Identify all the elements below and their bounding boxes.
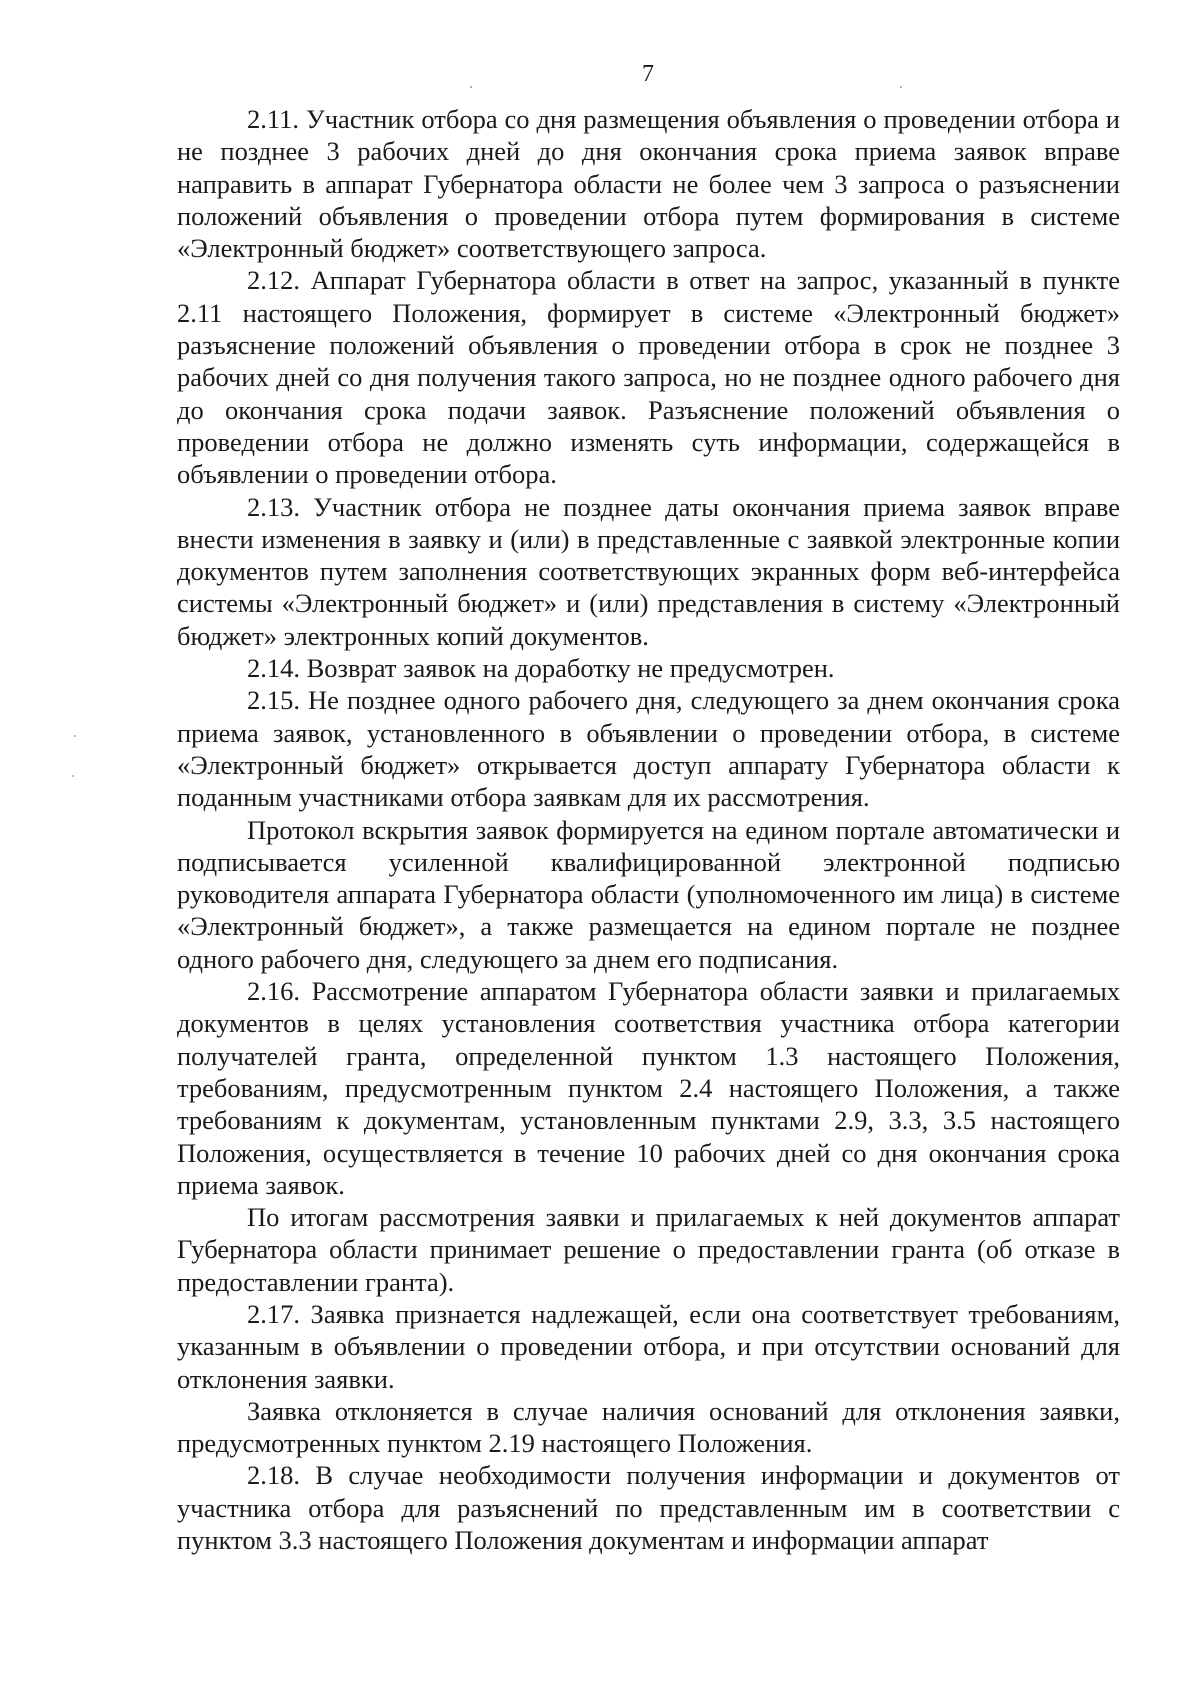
paragraph-2-12: 2.12. Аппарат Губернатора области в ответ на запрос, указанный в пункте 2.11 настоящего Положения, формирует в системе «Электронный бюджет» разъяснение положений объявления о проведении отбора в срок не позднее 3 рабочих дней со дня получения такого запроса, но не позднее одного рабочего дня до окончания срока подачи заявок. Разъяснение положений объявления о проведении отбора не должно изменять суть информации, содержащейся в объявлении о проведении отбора. [177, 265, 1120, 490]
paragraph-review-results: По итогам рассмотрения заявки и прилагаемых к ней документов аппарат Губернатора области принимает решение о предоставлении гранта (об отказе в предоставлении гранта). [177, 1202, 1120, 1297]
paragraph-protocol: Протокол вскрытия заявок формируется на едином портале автоматически и подписывается усиленной квалифицированной электронной подписью руководителя аппарата Губернатора области (уполномоченного им лица) в системе «Электронный бюджет», а также размещается на едином портале не позднее одного рабочего дня, следующего за днем его подписания. [177, 814, 1120, 974]
paragraph-2-18: 2.18. В случае необходимости получения информации и документов от участника отбора для разъяснений по представленным им в соответствии с пунктом 3.3 настоящего Положения документам и информации аппарат [177, 1460, 1120, 1556]
paragraph-rejection: Заявка отклоняется в случае наличия оснований для отклонения заявки, предусмотренных пунктом 2.19 настоящего Положения. [177, 1395, 1120, 1459]
paragraph-2-17: 2.17. Заявка признается надлежащей, если она соответствует требованиям, указанным в объявлении о проведении отбора, и при отсутствии оснований для отклонения заявки. [177, 1298, 1120, 1394]
paragraph-2-16: 2.16. Рассмотрение аппаратом Губернатора области заявки и прилагаемых документов в целях установления соответствия участника отбора категории получателей гранта, определенной пунктом 1.3 настоящего Положения, требованиям, предусмотренным пунктом 2.4 настоящего Положения, а также требованиям к документам, установленным пунктами 2.9, 3.3, 3.5 настоящего Положения, осуществляется в течение 10 рабочих дней со дня окончания срока приема заявок. [177, 976, 1120, 1200]
paragraph-2-13: 2.13. Участник отбора не позднее даты окончания приема заявок вправе внести изменения в заявку и (или) в представленные с заявкой электронные копии документов путем заполнения соответствующих экранных форм веб-интерфейса системы «Электронный бюджет» и (или) представления в систему «Электронный бюджет» электронных копий документов. [177, 491, 1120, 651]
scan-speck [74, 735, 76, 737]
scan-speck [72, 775, 74, 777]
scan-speck [900, 86, 902, 88]
document-body [177, 103, 1120, 1556]
paragraph-2-15: 2.15. Не позднее одного рабочего дня, следующего за днем окончания срока приема заявок, установленного в объявлении о проведении отбора, в системе «Электронный бюджет» открывается доступ аппарату Губернатора области к поданным участниками отбора заявкам для их рассмотрения. [177, 685, 1120, 813]
paragraph-2-11: 2.11. Участник отбора со дня размещения объявления о проведении отбора и не позднее 3 рабочих дней до дня окончания срока приема заявок вправе направить в аппарат Губернатора области не более чем 3 запроса о разъяснении положений объявления о проведении отбора путем формирования в системе «Электронный бюджет» соответствующего запроса. [177, 104, 1120, 264]
scan-speck [470, 86, 472, 88]
page-number: 7 [642, 61, 654, 87]
paragraph-2-14: 2.14. Возврат заявок на доработку не предусмотрен. [247, 653, 835, 684]
